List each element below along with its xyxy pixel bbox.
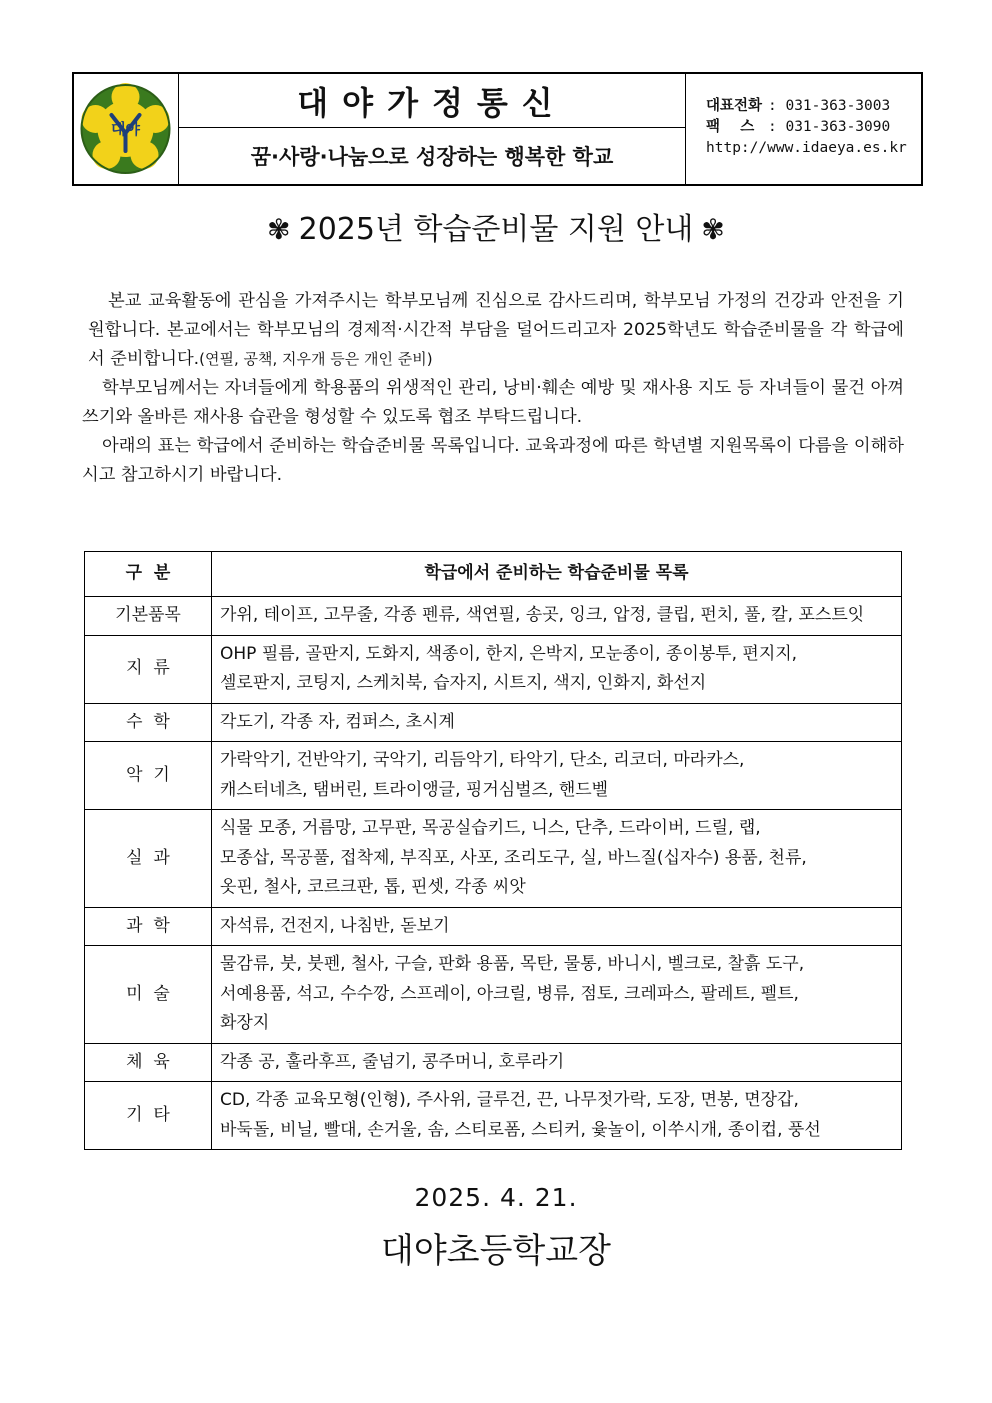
contact-fax (706, 117, 921, 138)
category-cell: 기본품목 (85, 597, 212, 636)
school-logo (74, 74, 179, 184)
contact-info (686, 74, 921, 184)
table-header-row (85, 552, 902, 597)
items-line: 바둑돌, 비닐, 빨대, 손거울, 솜, 스티로폼, 스티커, 윷놀이, 이쑤시개, 종이컵, 풍선 (220, 1119, 821, 1140)
table-row (85, 703, 902, 742)
items-cell (212, 635, 902, 703)
items-cell (212, 742, 902, 810)
items-cell (212, 703, 902, 742)
newsletter-title: 대야가정통신 (179, 74, 686, 128)
table-row (85, 1082, 902, 1150)
category-cell: 기 타 (85, 1082, 212, 1150)
items-cell (212, 810, 902, 908)
items-cell (212, 1043, 902, 1082)
contact-label: 팩 스 (706, 119, 755, 135)
issue-date: 2025. 4. 21. (414, 1183, 578, 1212)
contact-website (706, 138, 921, 159)
items-line: 각종 공, 훌라후프, 줄넘기, 콩주머니, 호루라기 (220, 1051, 565, 1072)
items-cell (212, 946, 902, 1044)
body-text (82, 287, 904, 490)
items-line: OHP 필름, 골판지, 도화지, 색종이, 한지, 은박지, 모눈종이, 종이봉투, 편지지, (220, 643, 798, 664)
items-line: CD, 각종 교육모형(인형), 주사위, 글루건, 끈, 나무젓가락, 도장, 면봉, 면장갑, (220, 1090, 799, 1110)
items-line: 식물 모종, 거름망, 고무판, 목공실습키드, 니스, 단추, 드라이버, 드릴, 랩, (220, 818, 761, 838)
newsletter-header (72, 72, 923, 186)
column-header: 구 분 (85, 552, 212, 597)
school-motto: 꿈·사랑·나눔으로 성장하는 행복한 학교 (179, 128, 686, 184)
items-line: 옷핀, 철사, 코르크판, 톱, 핀셋, 각종 씨앗 (220, 877, 526, 897)
table-row (85, 597, 902, 636)
contact-value: : 031-363-3003 (768, 98, 891, 114)
table-row (85, 946, 902, 1044)
paragraph-note: (연필, 공책, 지우개 등은 개인 준비) (199, 350, 433, 368)
category-cell: 수 학 (85, 703, 212, 742)
flower-icon: ✾ (267, 213, 291, 246)
paragraph-text: 본교 교육활동에 관심을 가져주시는 학부모님께 진심으로 감사드리며, 학부모님 가정의 건강과 안전을 기원합니다. 본교에서는 학부모님의 경제적·시간적 부담을 덜어드리고자 2025학년도 학습준비물을 각 학급에서 준비합니다. (88, 291, 904, 369)
items-line: 각도기, 각종 자, 컴퍼스, 초시계 (220, 711, 455, 732)
category-cell: 과 학 (85, 907, 212, 946)
paragraph (82, 374, 904, 432)
table-row (85, 742, 902, 810)
supplies-table (84, 551, 902, 1150)
items-line: 자석류, 건전지, 나침반, 돋보기 (220, 915, 450, 936)
flower-icon: ✾ (701, 213, 725, 246)
signer: 대야초등학교장 (381, 1231, 611, 1271)
document-title (0, 204, 992, 248)
category-cell: 체 육 (85, 1043, 212, 1082)
items-cell (212, 597, 902, 636)
document-title-text: 2025년 학습준비물 지원 안내 (298, 212, 694, 247)
contact-label: 대표전화 (706, 98, 763, 114)
category-cell: 지 류 (85, 635, 212, 703)
table-row (85, 810, 902, 908)
items-line: 물감류, 붓, 붓펜, 철사, 구슬, 판화 용품, 목탄, 물통, 바니시, 벨크로, 찰흙 도구, (220, 954, 805, 974)
items-line: 가락악기, 건반악기, 국악기, 리듬악기, 타악기, 단소, 리코더, 마라카스, (220, 750, 745, 770)
paragraph-text: 학부모님께서는 자녀들에게 학용품의 위생적인 관리, 낭비·훼손 예방 및 재사용 지도 등 자녀들이 물건 아껴 쓰기와 올바른 재사용 습관을 형성할 수 있도록 협조 부탁드립니다. (82, 378, 904, 427)
paragraph (82, 432, 904, 490)
items-line: 모종삽, 목공풀, 접착제, 부직포, 사포, 조리도구, 실, 바느질(십자수) 용품, 천류, (220, 847, 807, 868)
items-line: 가위, 테이프, 고무줄, 각종 펜류, 색연필, 송곳, 잉크, 압정, 클립, 펀치, 풀, 칼, 포스트잇 (220, 605, 865, 625)
items-line: 캐스터네츠, 탬버린, 트라이앵글, 핑거심벌즈, 핸드벨 (220, 779, 609, 800)
items-line: 셀로판지, 코팅지, 스케치북, 습자지, 시트지, 색지, 인화지, 화선지 (220, 673, 707, 693)
contact-phone (706, 96, 921, 117)
category-cell: 미 술 (85, 946, 212, 1044)
items-cell (212, 907, 902, 946)
table-row (85, 1043, 902, 1082)
items-line: 화장지 (220, 1013, 270, 1033)
contact-value: : 031-363-3090 (768, 119, 891, 135)
items-line: 서예용품, 석고, 수수깡, 스프레이, 아크릴, 병류, 점토, 크레파스, 팔레트, 펠트, (220, 983, 799, 1004)
logo-lettering: 대야 (111, 120, 140, 138)
items-cell (212, 1082, 902, 1150)
table-row (85, 907, 902, 946)
category-cell: 악 기 (85, 742, 212, 810)
table-row (85, 635, 902, 703)
paragraph (82, 287, 904, 374)
paragraph-text: 아래의 표는 학급에서 준비하는 학습준비물 목록입니다. 교육과정에 따른 학년별 지원목록이 다름을 이해하시고 참고하시기 바랍니다. (82, 436, 904, 485)
website-link[interactable]: http://www.idaeya.es.kr (706, 140, 907, 156)
school-emblem-icon (74, 74, 177, 184)
category-cell: 실 과 (85, 810, 212, 908)
column-header: 학급에서 준비하는 학습준비물 목록 (212, 552, 902, 597)
